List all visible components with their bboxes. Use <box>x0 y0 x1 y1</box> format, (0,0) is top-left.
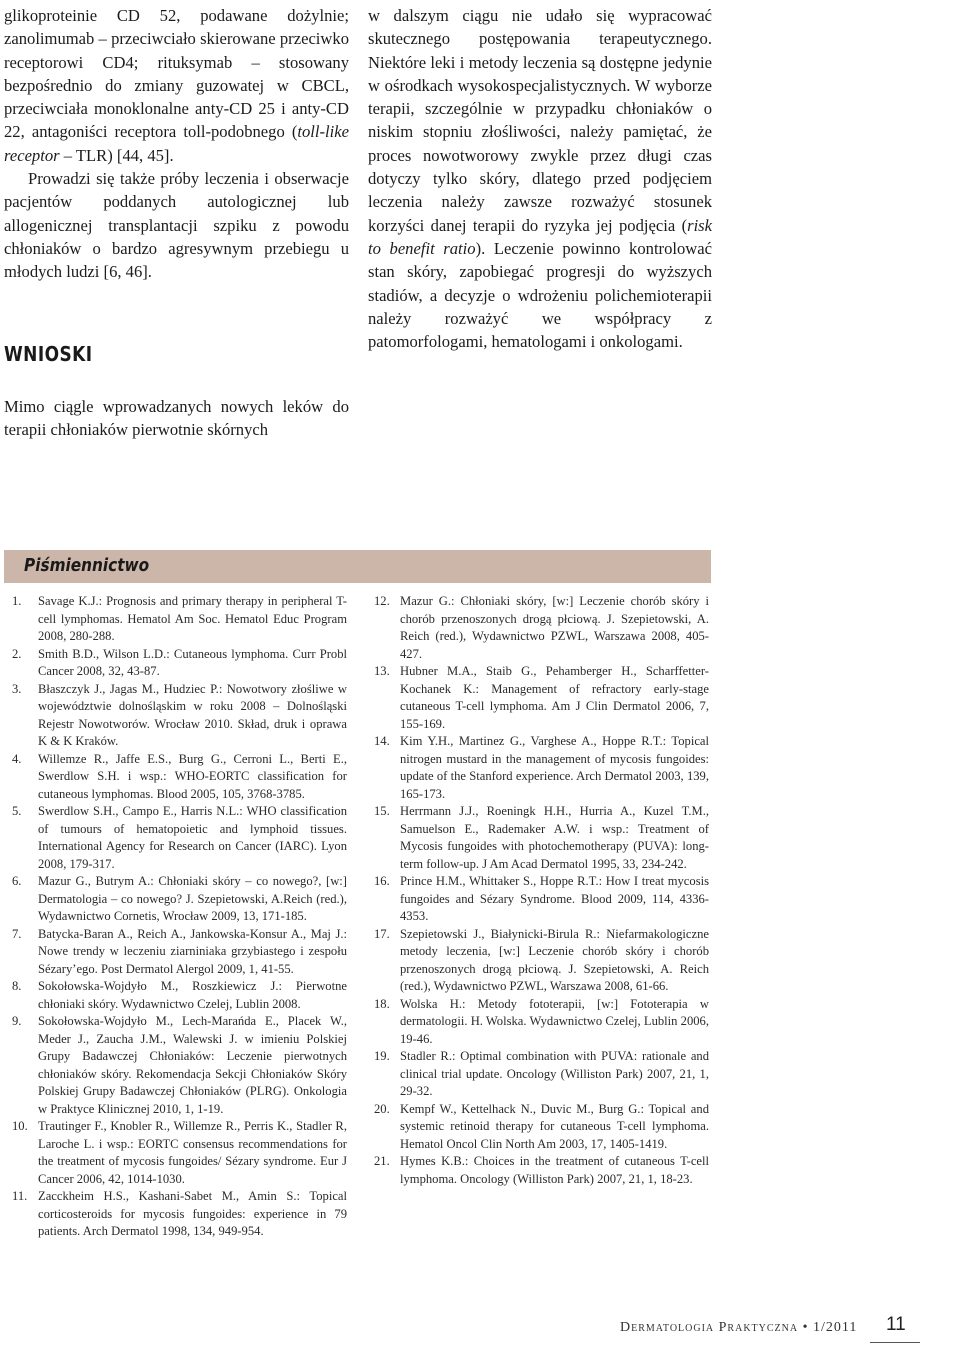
reference-text: Prince H.M., Whittaker S., Hoppe R.T.: How I treat mycosis fungoides and Sézary Syndrome. Blood 2009, 114, 4336-4353. <box>400 874 709 923</box>
italic-term: risk to benefit ratio <box>368 215 712 258</box>
reference-item <box>12 646 347 681</box>
reference-number: 17. <box>374 926 390 941</box>
reference-text: Zacckheim H.S., Kashani-Sabet M., Amin S.: Topical corticosteroids for mycosis fungoides: experience in 79 patients. Arch Dermatol 1998, 134, 949-954. <box>38 1189 347 1238</box>
reference-number: 6. <box>12 874 22 888</box>
reference-number: 18. <box>374 996 390 1011</box>
reference-number: 13. <box>374 664 390 678</box>
text-run: ). Leczenie powinno kontrolować stan skóry, zapobiegać progresji do wyższych stadiów, a decyzje o wdrożeniu polichemioterapii należy rozważyć we współpracy z patomorfologami, hematologami i onkologami. <box>368 238 712 352</box>
references-right-column <box>374 593 709 1188</box>
reference-number: 3. <box>12 681 22 696</box>
reference-text: Batycka-Baran A., Reich A., Jankowska-Konsur A., Maj J.: Nowe trendy w leczeniu ziarniniaka grzybiastego i zespołu Sézary’ego. Post Dermatol Alergol 2009, 1, 41-55. <box>38 926 347 976</box>
reference-text: Smith B.D., Wilson L.D.: Cutaneous lymphoma. Curr Probl Cancer 2008, 32, 43-87. <box>38 646 347 678</box>
reference-text: Błaszczyk J., Jagas M., Hudziec P.: Nowotwory złośliwe w województwie dolnośląskim w roku 2008 – Dolnośląski Rejestr Nowotworów. Wrocław 2010. Skład, druk i oprawa K & K Kraków. <box>38 681 347 748</box>
reference-text: Mazur G., Butrym A.: Chłoniaki skóry – co nowego?, [w:] Dermatologia – co nowego? J. Szepietowski, A.Reich (red.), Wydawnictwo Cornetis, Wrocław 2009, 13, 171-185. <box>38 874 347 923</box>
reference-number: 8. <box>12 979 22 993</box>
paragraph-right-1 <box>368 4 712 353</box>
references-title: Piśmiennictwo <box>24 555 150 576</box>
reference-item <box>374 1048 709 1101</box>
reference-item <box>12 873 347 926</box>
reference-number: 5. <box>12 804 22 818</box>
reference-text: Kempf W., Kettelhack N., Duvic M., Burg G.: Topical and systemic retinoid therapy for cutaneous T-cell lymphoma. Hematol Oncol Clin North Am 2003, 17, 1405-1419. <box>400 1101 709 1151</box>
reference-item <box>374 733 709 803</box>
reference-item <box>374 873 709 926</box>
reference-text: Willemze R., Jaffe E.S., Burg G., Cerroni L., Berti E., Swerdlow S.H. i wsp.: WHO-EORTC classification for cutaneous lymphomas. Blood 2005, 105, 3768-3785. <box>38 751 347 801</box>
reference-item <box>12 1013 347 1118</box>
reference-text: Savage K.J.: Prognosis and primary therapy in peripheral T-cell lymphomas. Hematol Am Soc. Hematol Educ Program 2008, 280-288. <box>38 594 347 643</box>
reference-number: 20. <box>374 1101 390 1116</box>
reference-text: Sokołowska-Wojdyło M., Roszkiewicz J.: Pierwotne chłoniaki skóry. Wydawnictwo Czelej, Lublin 2008. <box>38 979 347 1011</box>
italic-term: toll-like receptor <box>4 122 349 165</box>
text-run: – TLR) [44, 45]. <box>59 145 174 165</box>
reference-item <box>12 1118 347 1188</box>
reference-number: 1. <box>12 594 22 608</box>
paragraph-left-2: Prowadzi się także próby leczenia i obserwacje pacjentów poddanych autologicznej lub allogenicznej transplantacji szpiku z powodu chłoniaków o bardzo agresywnym przebiegu u młodych ludzi [6, 46]. <box>4 169 349 282</box>
references-header-bar <box>4 550 711 583</box>
reference-item <box>374 593 709 663</box>
reference-number: 7. <box>12 926 22 941</box>
reference-item <box>374 663 709 733</box>
reference-item <box>374 803 709 873</box>
reference-text: Kim Y.H., Martinez G., Varghese A., Hoppe R.T.: Topical nitrogen mustard in the management of mycosis fungoides: update of the Stanford experience. Arch Dermatol 2003, 139, 165-173. <box>400 734 709 801</box>
reference-item <box>374 926 709 996</box>
reference-text: Trautinger F., Knobler R., Willemze R., Perris K., Stadler R, Laroche L. i wsp.: EORTC consensus recommendations for the treatment of mycosis fungoides/ Sézary syndrome. Eur J Cancer 2006, 42, 1014-1030. <box>38 1119 347 1186</box>
reference-item <box>12 751 347 804</box>
reference-item <box>374 1153 709 1188</box>
reference-text: Sokołowska-Wojdyło M., Lech-Marańda E., Placek W., Meder J., Zaucha J.M., Walewski J. w imieniu Polskiej Grupy Badawczej Chłoniaków: Leczenie pierwotnych chłoniaków skóry. Rekomendacja Sekcji Chłoniaków Skóry Polskiej Grupy Badawczej Chłoniaków (PLRG). Onkologia w Praktyce Klinicznej 2010, 1, 1-19. <box>38 1014 347 1116</box>
reference-number: 16. <box>374 874 390 888</box>
reference-number: 11. <box>12 1189 28 1203</box>
footer-journal-name: Dermatologia Praktyczna • 1/2011 <box>620 1320 858 1335</box>
reference-number: 15. <box>374 804 390 818</box>
reference-number: 9. <box>12 1014 22 1028</box>
reference-number: 2. <box>12 646 22 661</box>
reference-number: 12. <box>374 594 390 608</box>
reference-text: Hymes K.B.: Choices in the treatment of cutaneous T-cell lymphoma. Oncology (Williston Park) 2007, 21, 1, 18-23. <box>400 1154 709 1186</box>
reference-number: 4. <box>12 751 22 766</box>
footer-underline <box>870 1342 920 1343</box>
text-run: w dalszym ciągu nie udało się wypracować skutecznego postępowania terapeutycznego. Niektóre leki i metody leczenia są dostępne jedynie w ośrodkach wysokospecjalistycznych. W wyborze terapii, szczególnie w przypadku chłoniaków o niskim stopniu złośliwości, należy pamiętać, że proces nowotworowy zwykle przez długi czas dotyczy tylko skóry, dlatego przed podjęciem leczenia należy zawsze rozważyć stosunek korzyści danej terapii do ryzyka jej podjęcia ( <box>368 6 712 235</box>
right-text-column <box>368 4 712 353</box>
page-number: 11 <box>886 1314 906 1335</box>
reference-text: Hubner M.A., Staib G., Pehamberger H., Scharffetter-Kochanek K.: Management of refractory early-stage cutaneous T-cell lymphoma. Am J Clin Dermatol 2006, 7, 155-169. <box>400 664 709 731</box>
reference-number: 14. <box>374 734 390 748</box>
reference-text: Stadler R.: Optimal combination with PUVA: rationale and clinical trial update. Oncology (Williston Park) 2007, 21, 1, 29-32. <box>400 1049 709 1098</box>
reference-number: 10. <box>12 1119 28 1133</box>
left-text-column <box>4 4 349 284</box>
reference-text: Herrmann J.J., Roeningk H.H., Hurria A., Kuzel T.M., Samuelson E., Rademaker A.W. i wsp.: Treatment of Mycosis fungoides with photochemotherapy (PUVA): long-term follow-up. J Am Acad Dermatol 1995, 33, 234-242. <box>400 804 709 871</box>
reference-text: Mazur G.: Chłoniaki skóry, [w:] Leczenie chorób skóry i chorób przenoszonych drogą płciową. J. Szepietowski, A. Reich (red.), Wydawnictwo PZWL, Warszawa 2008, 405-427. <box>400 594 709 661</box>
reference-item <box>12 978 347 1013</box>
reference-item <box>374 1101 709 1154</box>
reference-item <box>12 681 347 751</box>
reference-item <box>12 803 347 873</box>
references-left-column <box>12 593 347 1241</box>
reference-item <box>374 996 709 1049</box>
reference-number: 19. <box>374 1049 390 1063</box>
reference-item <box>12 1188 347 1241</box>
reference-item <box>12 926 347 979</box>
reference-item <box>12 593 347 646</box>
conclusion-paragraph: Mimo ciągle wprowadzanych nowych leków do terapii chłoniaków pierwotnie skórnych <box>4 397 349 440</box>
reference-text: Wolska H.: Metody fototerapii, [w:] Fototerapia w dermatologii. H. Wolska. Wydawnictwo Czelej, Lublin 2006, 19-46. <box>400 996 709 1046</box>
paragraph-left-1 <box>4 4 349 167</box>
section-heading: WNIOSKI <box>4 342 93 366</box>
reference-text: Szepietowski J., Białynicki-Birula R.: Niefarmakologiczne metody leczenia, [w:] Leczenie chorób skóry i chorób przenoszonych drogą płciową. J. Szepietowski, A. Reich (red.), Wydawnictwo PZWL, Warszawa 2008, 61-66. <box>400 926 709 993</box>
text-run: glikoproteinie CD 52, podawane dożylnie; zanolimumab – przeciwciało skierowane przeciwko receptorowi CD4; rituksymab – stosowany bezpośrednio do zmiany guzowatej w CBCL, przeciwciała monoklonalne anty-CD 25 i anty-CD 22, antagoniści receptora toll-podobnego ( <box>4 6 349 142</box>
reference-text: Swerdlow S.H., Campo E., Harris N.L.: WHO classification of tumours of hematopoietic and lymphoid tissues. International Agency for Research on Cancer (IARC). Lyon 2008, 179-317. <box>38 804 347 871</box>
reference-number: 21. <box>374 1154 390 1168</box>
